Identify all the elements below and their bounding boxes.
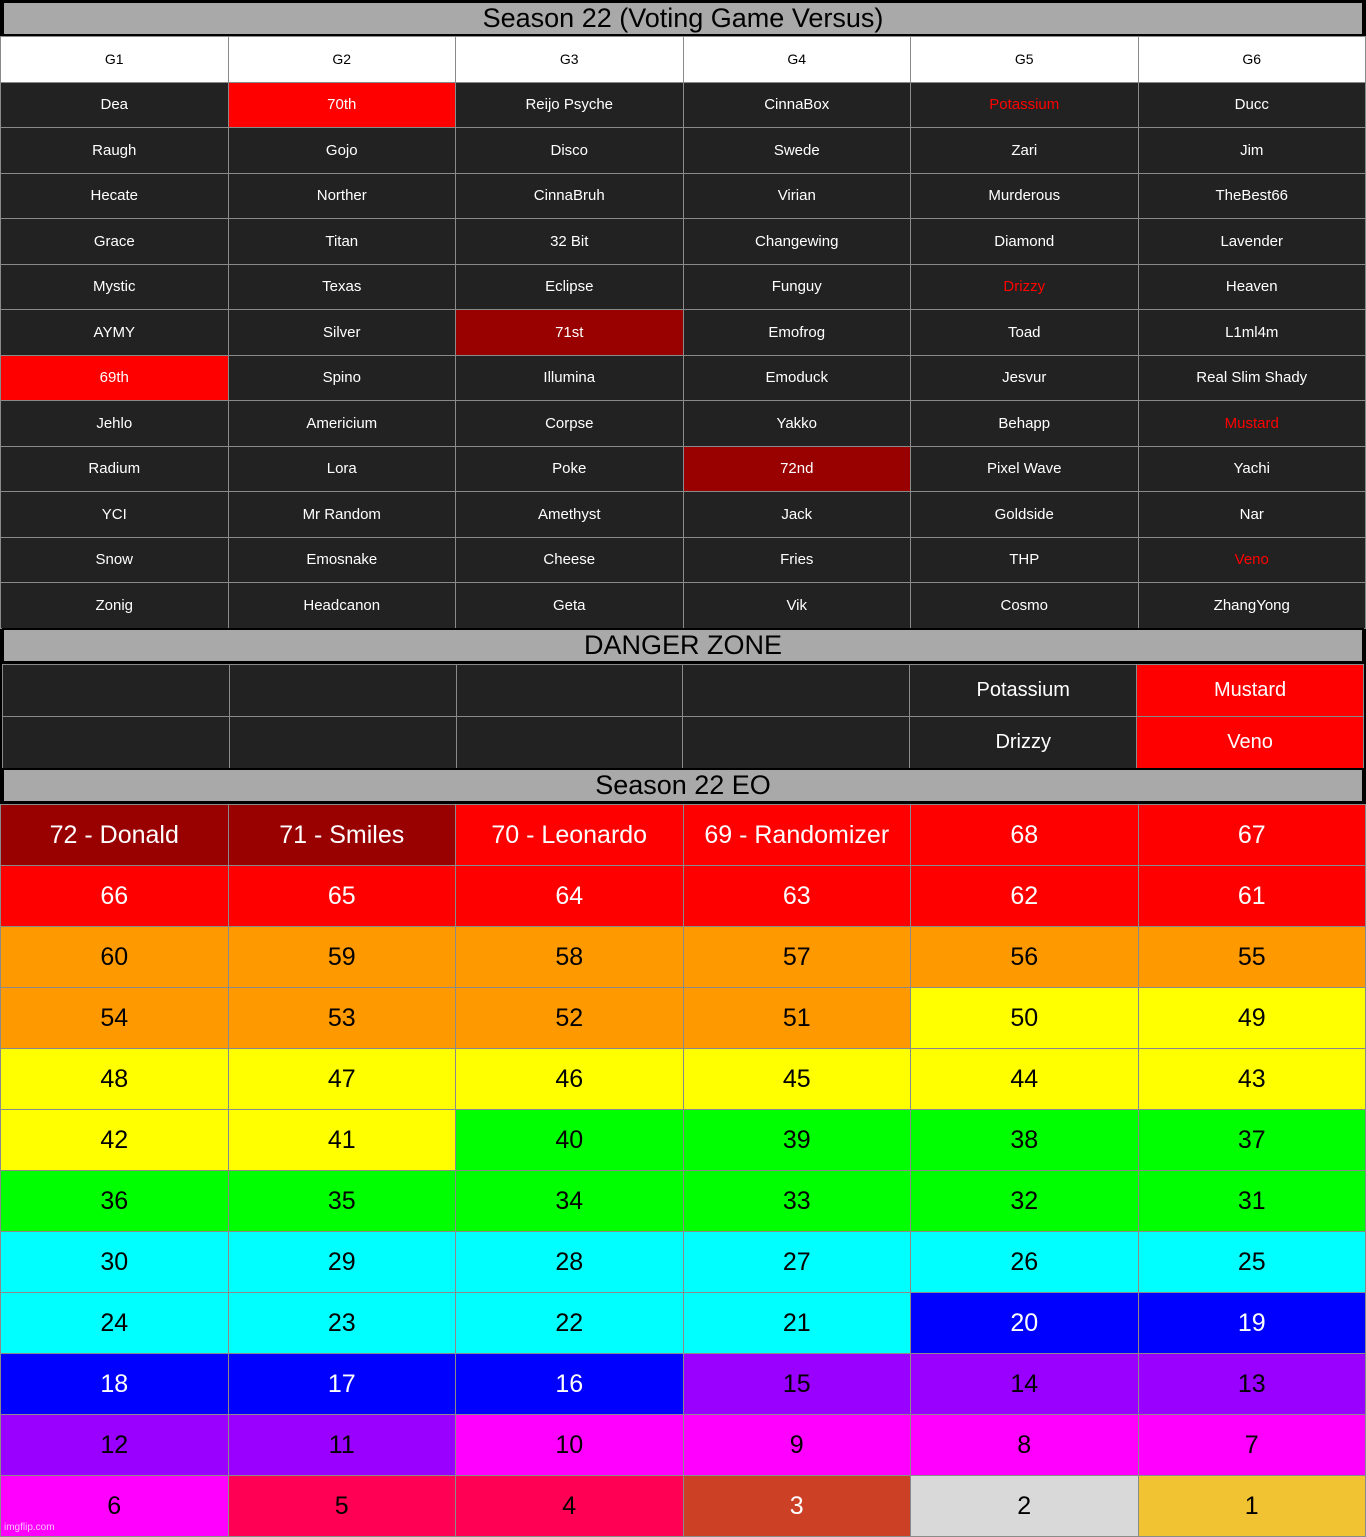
contestant-cell: Jesvur (911, 355, 1139, 401)
placement-cell: 39 (683, 1110, 911, 1171)
eo-title (2, 768, 1364, 803)
table-row (1, 805, 1366, 866)
placement-cell: 19 (1138, 1293, 1366, 1354)
column-header: G4 (683, 37, 911, 83)
danger-zone-cell: Veno (1137, 717, 1364, 769)
contestant-cell: 70th (228, 82, 456, 128)
table-row (1, 82, 1366, 128)
placement-cell: 51 (683, 988, 911, 1049)
contestant-cell: Vik (683, 583, 911, 629)
placement-cell: 2 (911, 1476, 1139, 1537)
placement-cell: 72 - Donald (1, 805, 229, 866)
placement-cell: 46 (456, 1049, 684, 1110)
table-row (1, 1110, 1366, 1171)
placement-cell: 38 (911, 1110, 1139, 1171)
placement-cell: 69 - Randomizer (683, 805, 911, 866)
contestant-cell: THP (911, 537, 1139, 583)
contestant-cell: Snow (1, 537, 229, 583)
contestant-cell: Headcanon (228, 583, 456, 629)
contestant-cell: Zari (911, 128, 1139, 174)
eo-title-text: Season 22 EO (595, 770, 771, 800)
placement-cell: 48 (1, 1049, 229, 1110)
contestant-cell: Jehlo (1, 401, 229, 447)
contestant-cell: Nar (1138, 492, 1366, 538)
contestant-cell: Real Slim Shady (1138, 355, 1366, 401)
danger-zone-cell: Drizzy (910, 717, 1137, 769)
placement-cell: 20 (911, 1293, 1139, 1354)
table-row (1, 866, 1366, 927)
contestant-cell: Drizzy (911, 264, 1139, 310)
placement-cell: 60 (1, 927, 229, 988)
page-title (2, 1, 1364, 36)
placement-cell: 3 (683, 1476, 911, 1537)
placement-cell: 55 (1138, 927, 1366, 988)
header-row (1, 37, 1366, 83)
placement-cell: 66 (1, 866, 229, 927)
placement-cell: 24 (1, 1293, 229, 1354)
contestant-cell: Toad (911, 310, 1139, 356)
danger-zone-cell: Mustard (1137, 665, 1364, 717)
danger-zone-cell (229, 717, 456, 769)
placement-cell: 50 (911, 988, 1139, 1049)
table-row (1, 537, 1366, 583)
contestant-cell: Dea (1, 82, 229, 128)
placement-cell: 41 (228, 1110, 456, 1171)
placement-cell: 26 (911, 1232, 1139, 1293)
placement-cell: 23 (228, 1293, 456, 1354)
danger-zone-cell (456, 717, 683, 769)
contestant-cell: Illumina (456, 355, 684, 401)
placement-cell: 17 (228, 1354, 456, 1415)
contestant-cell: Swede (683, 128, 911, 174)
danger-zone-cell (456, 665, 683, 717)
contestant-cell: Virian (683, 173, 911, 219)
contestant-cell: Spino (228, 355, 456, 401)
contestant-cell: 32 Bit (456, 219, 684, 265)
contestant-cell: Raugh (1, 128, 229, 174)
contestant-cell: Grace (1, 219, 229, 265)
table-row (1, 446, 1366, 492)
table-row (1, 1232, 1366, 1293)
contestant-cell: Americium (228, 401, 456, 447)
contestant-cell: Fries (683, 537, 911, 583)
placement-cell: 13 (1138, 1354, 1366, 1415)
contestant-cell: Yakko (683, 401, 911, 447)
danger-zone-cell (3, 717, 230, 769)
placement-cell: 35 (228, 1171, 456, 1232)
contestant-cell: Diamond (911, 219, 1139, 265)
contestant-cell: Behapp (911, 401, 1139, 447)
danger-zone-cell (683, 717, 910, 769)
table-row (1, 1354, 1366, 1415)
placement-cell: 45 (683, 1049, 911, 1110)
placement-cell: 37 (1138, 1110, 1366, 1171)
table-row (1, 219, 1366, 265)
contestant-cell: Zonig (1, 583, 229, 629)
placement-cell: 22 (456, 1293, 684, 1354)
placement-cell: 62 (911, 866, 1139, 927)
contestant-cell: CinnaBruh (456, 173, 684, 219)
placement-cell: 10 (456, 1415, 684, 1476)
table-row (1, 401, 1366, 447)
placement-cell: 58 (456, 927, 684, 988)
placement-cell: 32 (911, 1171, 1139, 1232)
placement-cell: 71 - Smiles (228, 805, 456, 866)
table-row (1, 927, 1366, 988)
placement-cell: 56 (911, 927, 1139, 988)
contestant-cell: Texas (228, 264, 456, 310)
placement-cell: 47 (228, 1049, 456, 1110)
column-header: G2 (228, 37, 456, 83)
contestant-cell: Potassium (911, 82, 1139, 128)
contestant-cell: Yachi (1138, 446, 1366, 492)
placement-cell: 52 (456, 988, 684, 1049)
column-header: G6 (1138, 37, 1366, 83)
table-row (1, 988, 1366, 1049)
placement-cell: 27 (683, 1232, 911, 1293)
table-row (1, 310, 1366, 356)
contestant-cell: Geta (456, 583, 684, 629)
contestant-cell: Lavender (1138, 219, 1366, 265)
table-row (3, 717, 1364, 769)
contestant-cell: Cosmo (911, 583, 1139, 629)
contestant-cell: AYMY (1, 310, 229, 356)
placement-cell: 44 (911, 1049, 1139, 1110)
contestant-cell: Corpse (456, 401, 684, 447)
column-header: G3 (456, 37, 684, 83)
table-row (1, 1415, 1366, 1476)
contestant-cell: Mystic (1, 264, 229, 310)
placement-cell: 4 (456, 1476, 684, 1537)
placement-cell: 21 (683, 1293, 911, 1354)
contestant-cell: Lora (228, 446, 456, 492)
placement-cell: 8 (911, 1415, 1139, 1476)
contestant-cell: Poke (456, 446, 684, 492)
contestant-cell: Ducc (1138, 82, 1366, 128)
contestant-cell: 71st (456, 310, 684, 356)
placement-cell: 5 (228, 1476, 456, 1537)
contestant-cell: 72nd (683, 446, 911, 492)
table-row (1, 1049, 1366, 1110)
placement-cell: 70 - Leonardo (456, 805, 684, 866)
contestant-cell: Jack (683, 492, 911, 538)
danger-zone-cell (683, 665, 910, 717)
placement-cell: 42 (1, 1110, 229, 1171)
placement-cell: 64 (456, 866, 684, 927)
placement-cell: 16 (456, 1354, 684, 1415)
contestant-cell: Veno (1138, 537, 1366, 583)
contestant-cell: Changewing (683, 219, 911, 265)
placement-cell: 61 (1138, 866, 1366, 927)
contestant-cell: Silver (228, 310, 456, 356)
contestant-cell: 69th (1, 355, 229, 401)
contestant-cell: Funguy (683, 264, 911, 310)
placement-cell: 63 (683, 866, 911, 927)
contestant-cell: Emoduck (683, 355, 911, 401)
placement-cell: 14 (911, 1354, 1139, 1415)
placement-cell: 7 (1138, 1415, 1366, 1476)
column-header: G1 (1, 37, 229, 83)
contestant-cell: Norther (228, 173, 456, 219)
placement-cell: 11 (228, 1415, 456, 1476)
placement-cell: 65 (228, 866, 456, 927)
contestant-cell: L1ml4m (1138, 310, 1366, 356)
danger-zone-table (2, 664, 1364, 769)
placement-cell: 68 (911, 805, 1139, 866)
versus-table-body (1, 37, 1366, 629)
eo-table-body (1, 805, 1366, 1537)
danger-zone-title-text: DANGER ZONE (583, 630, 783, 660)
contestant-cell: Gojo (228, 128, 456, 174)
contestant-cell: Emosnake (228, 537, 456, 583)
contestant-cell: Disco (456, 128, 684, 174)
placement-cell: 49 (1138, 988, 1366, 1049)
placement-cell: 34 (456, 1171, 684, 1232)
contestant-cell: Mr Random (228, 492, 456, 538)
danger-zone-title (2, 628, 1364, 663)
placement-cell: 18 (1, 1354, 229, 1415)
table-row (1, 1171, 1366, 1232)
placement-cell: 9 (683, 1415, 911, 1476)
placement-cell: 54 (1, 988, 229, 1049)
placement-cell: 1 (1138, 1476, 1366, 1537)
table-row (3, 665, 1364, 717)
table-row (1, 173, 1366, 219)
danger-zone-cell (229, 665, 456, 717)
placement-cell: 33 (683, 1171, 911, 1232)
contestant-cell: Mustard (1138, 401, 1366, 447)
table-row (1, 492, 1366, 538)
contestant-cell: Goldside (911, 492, 1139, 538)
contestant-cell: ZhangYong (1138, 583, 1366, 629)
placement-cell: 67 (1138, 805, 1366, 866)
placement-cell: 6 (1, 1476, 229, 1537)
contestant-cell: TheBest66 (1138, 173, 1366, 219)
table-row (1, 1476, 1366, 1537)
contestant-cell: Murderous (911, 173, 1139, 219)
contestant-cell: Reijo Psyche (456, 82, 684, 128)
contestant-cell: Radium (1, 446, 229, 492)
contestant-cell: Pixel Wave (911, 446, 1139, 492)
contestant-cell: Cheese (456, 537, 684, 583)
placement-cell: 59 (228, 927, 456, 988)
placement-cell: 12 (1, 1415, 229, 1476)
placement-cell: 29 (228, 1232, 456, 1293)
table-row (1, 264, 1366, 310)
contestant-cell: Amethyst (456, 492, 684, 538)
contestant-cell: Titan (228, 219, 456, 265)
contestant-cell: Heaven (1138, 264, 1366, 310)
placement-cell: 30 (1, 1232, 229, 1293)
contestant-cell: Emofrog (683, 310, 911, 356)
placement-cell: 25 (1138, 1232, 1366, 1293)
danger-zone-cell: Potassium (910, 665, 1137, 717)
placement-cell: 15 (683, 1354, 911, 1415)
page-title-text: Season 22 (Voting Game Versus) (482, 3, 884, 33)
placement-cell: 43 (1138, 1049, 1366, 1110)
column-header: G5 (911, 37, 1139, 83)
placement-cell: 28 (456, 1232, 684, 1293)
placement-cell: 36 (1, 1171, 229, 1232)
eo-table (0, 804, 1366, 1537)
contestant-cell: Jim (1138, 128, 1366, 174)
placement-cell: 53 (228, 988, 456, 1049)
table-row (1, 583, 1366, 629)
table-row (1, 355, 1366, 401)
placement-cell: 57 (683, 927, 911, 988)
contestant-cell: CinnaBox (683, 82, 911, 128)
placement-cell: 40 (456, 1110, 684, 1171)
contestant-cell: Hecate (1, 173, 229, 219)
placement-cell: 31 (1138, 1171, 1366, 1232)
contestant-cell: Eclipse (456, 264, 684, 310)
danger-zone-cell (3, 665, 230, 717)
contestant-cell: YCI (1, 492, 229, 538)
table-row (1, 128, 1366, 174)
watermark: imgflip.com (4, 1522, 55, 1533)
table-row (1, 1293, 1366, 1354)
danger-zone-table-body (3, 665, 1364, 769)
versus-table (0, 36, 1366, 629)
